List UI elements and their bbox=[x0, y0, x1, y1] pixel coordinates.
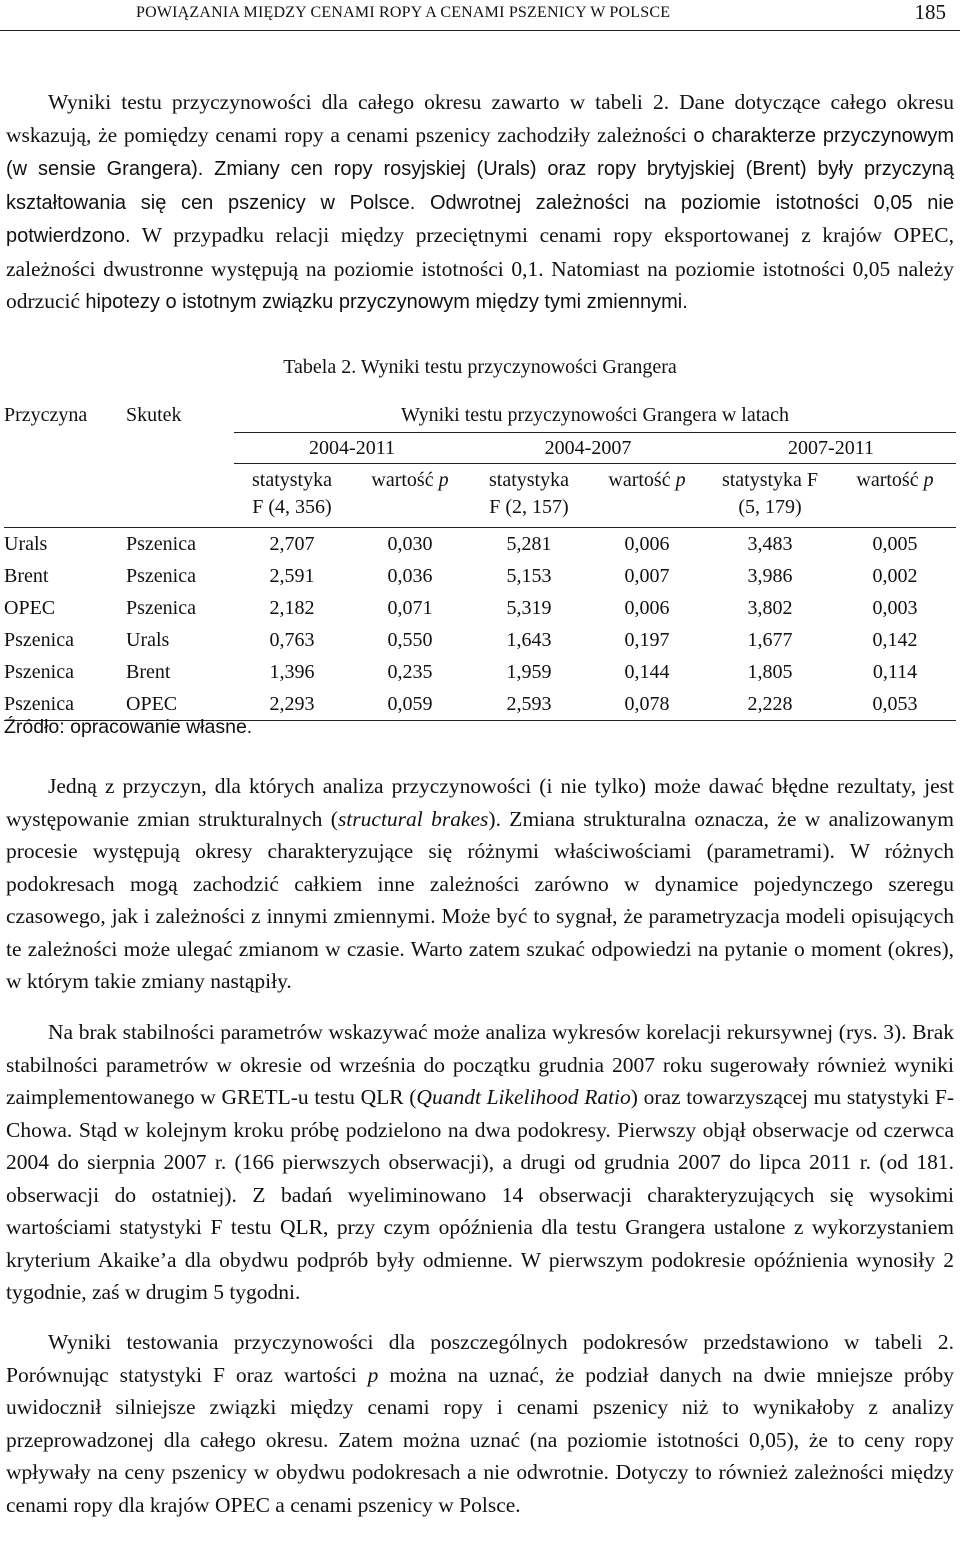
cell-effect: Pszenica bbox=[126, 564, 196, 587]
cell-value: 0,071 bbox=[387, 596, 433, 619]
cell-value: 2,182 bbox=[269, 596, 315, 619]
cell-value: 5,281 bbox=[470, 528, 588, 561]
stat-header: statystyka F (2, 157) bbox=[470, 464, 588, 528]
cell-value: 1,396 bbox=[269, 660, 315, 683]
cell-value: 3,986 bbox=[747, 564, 793, 587]
cell-value: 0,002 bbox=[872, 564, 918, 587]
period-header: 2004-2007 bbox=[470, 433, 706, 464]
cell-value: 0,142 bbox=[872, 628, 918, 651]
header-row-periods bbox=[4, 433, 956, 464]
header-row-stats bbox=[4, 464, 956, 528]
page-number: 185 bbox=[914, 0, 946, 24]
intro-text-1: Wyniki testu przyczynowości dla całego okresu zawarto w tabeli 2. Dane dotyczące całego okresu wskazują, że pomiędzy cenami ropy a cenami pszenicy zachodziły zależności bbox=[6, 90, 954, 147]
running-title: POWIĄZANIA MIĘDZY CENAMI ROPY A CENAMI PSZENICY W POLSCE bbox=[136, 4, 671, 21]
paragraph-text: Wyniki testowania przyczynowości dla poszczególnych podokresów przedstawiono w tabeli 2. Porównując statystyki F oraz wartości bbox=[6, 1330, 954, 1387]
table-row bbox=[4, 528, 956, 561]
cell-value: 0,006 bbox=[624, 596, 670, 619]
cell-value: 0,003 bbox=[872, 596, 918, 619]
cell-cause: OPEC bbox=[4, 596, 56, 619]
table-row bbox=[4, 656, 956, 688]
table-caption bbox=[0, 356, 960, 379]
cell-cause: Urals bbox=[4, 528, 126, 561]
stat-header: wartość p bbox=[588, 464, 706, 528]
stat-header: wartość p bbox=[834, 464, 956, 528]
cell-value: 3,802 bbox=[747, 596, 793, 619]
cell-cause: Pszenica bbox=[4, 688, 126, 721]
paragraph-text: ) oraz towarzyszącej mu statystyki F-Chowa. Stąd w kolejnym kroku próbę podzielono na dwa podokresy. Pierwszy objął obserwacje od czerwca 2004 do sierpnia 2007 r. (166 pierwszych obserwacji), a drugi od grudnia 2007 do lipca 2011 r. (od 181. obserwacji do ostatniej). Z badań wyeliminowano 14 obserwacji charakteryzujących się wysokimi wartościami statystyki F testu QLR, przy czym opóźnienia dla testu Grangera ustalone z wykorzystaniem kryterium Akaike’a dla obydwu podprób były odmienne. W pierwszym podokresie opóźnienia wynosiły 2 tygodnie, zaś w drugim 5 tygodni. bbox=[6, 1085, 955, 1304]
cell-value: 0,144 bbox=[624, 660, 670, 683]
cell-value: 1,677 bbox=[747, 628, 793, 651]
table-caption-text: Tabela 2. Wyniki testu przyczynowości Grangera bbox=[283, 356, 677, 378]
cell-value: 0,005 bbox=[834, 528, 956, 561]
col-header-cause: Przyczyna bbox=[4, 403, 88, 426]
paragraph-text: ). Zmiana strukturalna oznacza, że w analizowanym procesie występują okresy charakteryzujące się różnymi właściwościami (parametrami). W różnych podokresach mogą zachodzić całkiem inne zależności zarówno w dynamice pojedynczego szeregu czasowego, jak i zależności z innymi zmiennymi. Może być to sygnał, że parametryzacja modeli opisujących te zależności może ulegać zmianom w czasie. Warto zatem szukać odpowiedzi na pytanie o moment (okres), w którym takie zmiany nastąpiły. bbox=[6, 806, 954, 993]
paragraph-emphasis: p bbox=[367, 1362, 379, 1387]
paragraph-emphasis: Quandt Likelihood Ratio bbox=[416, 1085, 631, 1109]
page-header bbox=[0, 0, 960, 31]
cell-value: 0,235 bbox=[387, 660, 433, 683]
cell-value: 0,078 bbox=[588, 688, 706, 721]
cell-value: 0,059 bbox=[350, 688, 470, 721]
cell-cause: Brent bbox=[4, 564, 49, 587]
period-header: 2004-2011 bbox=[234, 433, 470, 464]
cell-value: 3,483 bbox=[706, 528, 834, 561]
cell-value: 1,805 bbox=[747, 660, 793, 683]
cell-value: 5,153 bbox=[506, 564, 552, 587]
paragraph-structural-breaks bbox=[6, 770, 954, 998]
header-row-1 bbox=[4, 398, 956, 433]
cell-value: 2,293 bbox=[234, 688, 350, 721]
cell-value: 0,114 bbox=[872, 660, 918, 683]
cell-effect: OPEC bbox=[126, 688, 234, 721]
paragraph-text: Na brak stabilności parametrów wskazywać może analiza wykresów korelacji rekursywnej (rys. 3). Brak stabilności parametrów w okresie od września do początku grudnia 2007 roku sugerowały również wyniki zaimplementowanego w GRETL-u testu QLR ( bbox=[6, 1020, 954, 1109]
cell-value: 0,197 bbox=[624, 628, 670, 651]
cell-effect: Brent bbox=[126, 660, 171, 683]
col-header-effect: Skutek bbox=[126, 403, 182, 426]
table-row bbox=[4, 592, 956, 624]
granger-results-table bbox=[4, 398, 956, 721]
intro-text-3: W przypadku relacji między przeciętnymi cenami ropy eksportowanej z krajów OPEC, zależności dwustronne występują na poziomie istotności 0,1. Natomiast na poziomie istotności 0,05 należy odrzucić bbox=[6, 223, 954, 313]
cell-value: 1,959 bbox=[506, 660, 552, 683]
intro-paragraph bbox=[6, 86, 954, 319]
cell-effect: Urals bbox=[126, 628, 170, 651]
cell-value: 2,591 bbox=[269, 564, 315, 587]
stat-header: statystyka F (4, 356) bbox=[234, 464, 350, 528]
paragraph-stability bbox=[6, 1016, 954, 1309]
cell-value: 5,319 bbox=[506, 596, 552, 619]
paragraph-text: Jedną z przyczyn, dla których analiza przyczynowości (i nie tylko) może dawać błędne rezultaty, jest występowanie zmian strukturalnych ( bbox=[6, 774, 954, 831]
stat-header: statystyka F (5, 179) bbox=[706, 464, 834, 528]
cell-cause: Pszenica bbox=[4, 628, 74, 651]
cell-cause: Pszenica bbox=[4, 660, 74, 683]
cell-value: 0,036 bbox=[387, 564, 433, 587]
paragraph-results bbox=[6, 1326, 954, 1521]
cell-value: 2,228 bbox=[706, 688, 834, 721]
cell-effect: Pszenica bbox=[126, 528, 234, 561]
cell-value: 1,643 bbox=[506, 628, 552, 651]
table-row bbox=[4, 560, 956, 592]
cell-value: 0,763 bbox=[269, 628, 315, 651]
table-row bbox=[4, 624, 956, 656]
cell-value: 0,030 bbox=[350, 528, 470, 561]
group-header: Wyniki testu przyczynowości Grangera w latach bbox=[400, 403, 790, 426]
cell-value: 0,550 bbox=[387, 628, 433, 651]
cell-value: 2,593 bbox=[470, 688, 588, 721]
cell-value: 0,006 bbox=[588, 528, 706, 561]
intro-text-2: o charakterze przyczynowym (w sensie Grangera). Zmiany cen ropy rosyjskiej (Urals) oraz ropy brytyjskiej (Brent) były przyczyną kształtowania się cen pszenicy w Polsce. Odwrotnej zależności na poziomie istotności 0,05 nie potwierdzono. bbox=[6, 124, 954, 247]
stat-header: wartość p bbox=[350, 464, 470, 528]
period-header: 2007-2011 bbox=[706, 433, 956, 464]
cell-value: 2,707 bbox=[234, 528, 350, 561]
cell-value: 0,053 bbox=[834, 688, 956, 721]
cell-effect: Pszenica bbox=[126, 596, 196, 619]
paragraph-text: można na uznać, że podział danych na dwie mniejsze próby uwidocznił silniejsze związki między cenami ropy i cenami pszenicy niż to wynikałoby z analizy przeprowadzonej dla całego okresu. Zatem można uznać (na poziomie istotności 0,05), że to ceny ropy wpływały na ceny pszenicy w obydwu podokresach a nie odwrotnie. Dotyczy to również zależności między cenami ropy dla krajów OPEC a cenami pszenicy w Polsce. bbox=[6, 1362, 954, 1517]
paragraph-emphasis: structural brakes bbox=[337, 806, 489, 831]
table-source: Źródło: opracowanie własne. bbox=[4, 716, 253, 738]
cell-value: 0,007 bbox=[624, 564, 670, 587]
intro-text-4: hipotezy o istotnym związku przyczynowym między tymi zmiennymi. bbox=[85, 291, 688, 313]
